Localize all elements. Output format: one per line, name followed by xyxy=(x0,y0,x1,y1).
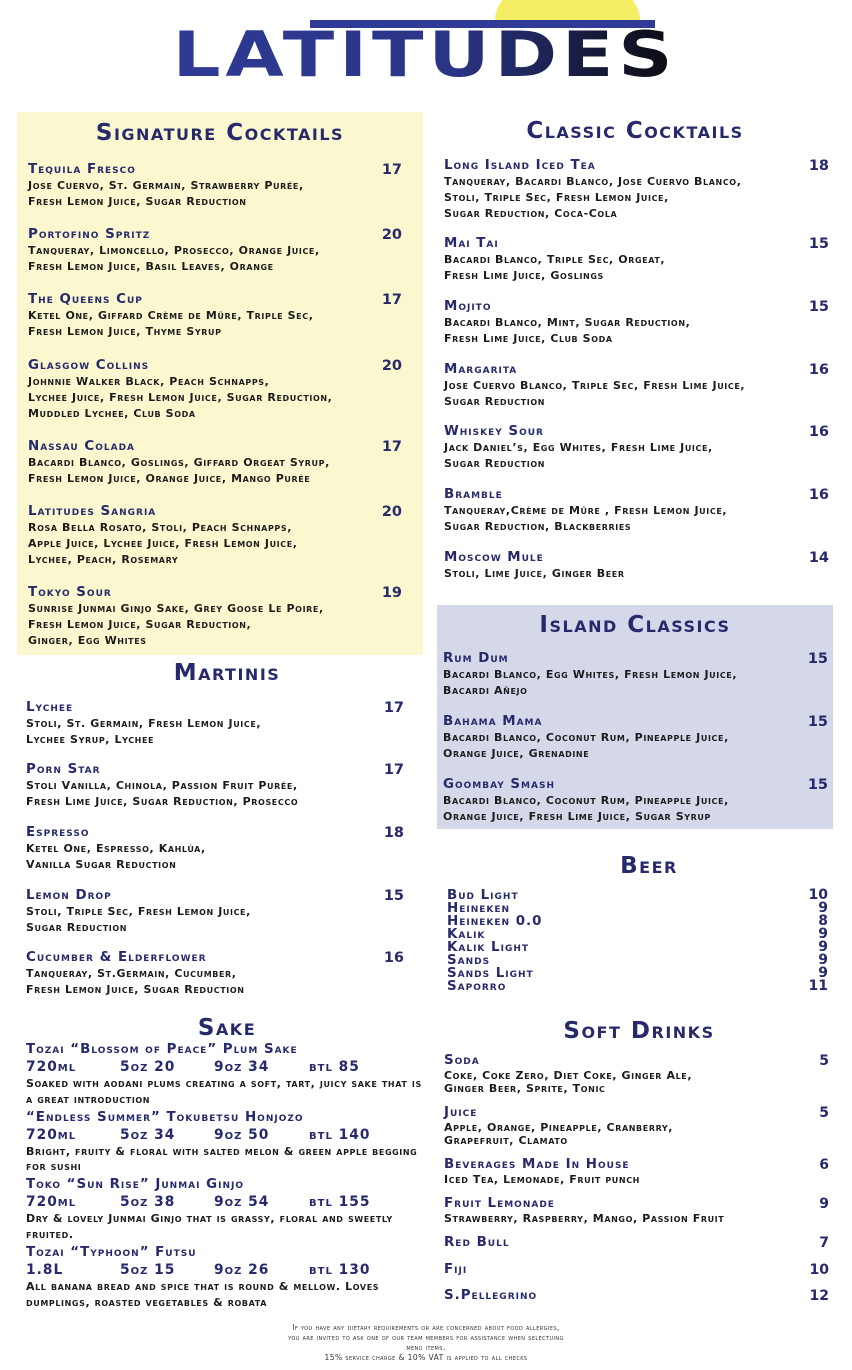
allergy-line-2: you are invited to ask one of our team members for assistance when selectuing xyxy=(288,1333,564,1342)
sake-9oz-price: 9oz 34 xyxy=(214,1059,270,1075)
item-name: Fiji xyxy=(444,1262,468,1277)
item-name: Rum Dum xyxy=(443,651,509,666)
item-name: Latitudes Sangria xyxy=(28,504,157,519)
menu-item xyxy=(444,158,829,221)
item-name: Lychee xyxy=(26,700,74,715)
item-price: 10 xyxy=(809,1262,829,1278)
classic-heading: Classic Cocktails xyxy=(526,118,744,144)
sake-5oz-price: 5oz 38 xyxy=(120,1194,176,1211)
sake-description: Soaked with aodani plums creating a soft, tart, juicy sake that is a great introduction xyxy=(26,1077,422,1106)
item-description: Tanqueray, Bacardi Blanco, Jose Cuervo Blanco, Stoli, Triple Sec, Fresh Lemon Juice, Sugar Reduction, Coca-Cola xyxy=(444,175,742,220)
item-description: Apple, Orange, Pineapple, Cranberry, Grapefruit, Clamato xyxy=(444,1121,674,1147)
sake-description: All banana bread and spice that is round & mellow. Loves dumplings, roasted vegetables & robata xyxy=(26,1279,380,1309)
beer-row xyxy=(447,980,828,993)
menu-item xyxy=(26,700,404,748)
menu-item xyxy=(444,1105,829,1147)
item-name: Glasgow Collins xyxy=(28,358,150,373)
item-price: 17 xyxy=(381,439,402,455)
item-description: Bacardi Blanco, Goslings, Giffard Orgeat Syrup, Fresh Lemon Juice, Orange Juice, Mango Purée xyxy=(28,456,330,485)
menu-item xyxy=(28,227,402,275)
item-description: Ketel One, Espresso, Kahlúa, Vanilla Sugar Reduction xyxy=(26,842,206,871)
sake-price-row xyxy=(26,1261,422,1279)
sake-size: 720ml xyxy=(26,1194,77,1211)
menu-item xyxy=(444,1262,829,1278)
item-name: S.Pellegrino xyxy=(444,1288,538,1303)
menu-item xyxy=(26,888,404,936)
item-name: Fruit Lemonade xyxy=(444,1196,555,1211)
sake-bottle-price: btl 140 xyxy=(309,1126,371,1143)
menu-item xyxy=(28,504,402,567)
item-price: 18 xyxy=(808,158,829,174)
item-price: 17 xyxy=(383,762,404,778)
menu-item xyxy=(444,1288,829,1304)
item-name: Lemon Drop xyxy=(26,888,112,903)
item-name: Long Island Iced Tea xyxy=(444,158,596,173)
item-name: Nassau Colada xyxy=(28,439,136,454)
sun-shape xyxy=(495,0,640,20)
beer-price: 9 xyxy=(818,965,828,981)
sake-description: Bright, fruity & floral with salted melon & green apple begging for sushi xyxy=(26,1144,418,1174)
item-price: 9 xyxy=(819,1196,829,1212)
item-description: Jose Cuervo, St. Germain, Strawberry Purée, Fresh Lemon Juice, Sugar Reduction xyxy=(28,179,304,208)
item-price: 19 xyxy=(381,585,402,601)
service-charge-note: 15% service charge & 10% VAT is applied to all checks xyxy=(324,1353,528,1362)
item-name: Juice xyxy=(444,1105,478,1120)
beer-row xyxy=(447,941,828,954)
beer-name: Sands Light xyxy=(447,966,534,981)
menu-item xyxy=(444,299,829,347)
sake-bottle-price: btl 85 xyxy=(309,1059,360,1075)
sake-name: Tozai “Typhoon” Futsu xyxy=(26,1244,197,1260)
beer-price: 9 xyxy=(818,900,828,916)
menu-item xyxy=(444,1196,829,1225)
sake-size: 1.8L xyxy=(26,1261,64,1278)
item-price: 17 xyxy=(383,700,404,716)
item-name: Mojito xyxy=(444,299,492,314)
menu-item xyxy=(444,1157,829,1186)
beer-name: Bud Light xyxy=(447,888,519,903)
item-name: Soda xyxy=(444,1053,480,1068)
item-name: Goombay Smash xyxy=(443,777,555,792)
sake-bottle-price: btl 130 xyxy=(309,1261,371,1278)
menu-item xyxy=(444,550,829,582)
sake-name: “Endless Summer” Tokubetsu Honjozo xyxy=(26,1109,304,1125)
beer-name: Kalik xyxy=(447,927,486,942)
item-name: Cucumber & Elderflower xyxy=(26,950,207,965)
island-heading: Island Classics xyxy=(539,612,731,638)
sake-price-row xyxy=(26,1193,422,1211)
sake-heading: Sake xyxy=(197,1015,257,1041)
item-price: 14 xyxy=(808,550,829,566)
signature-heading: Signature Cocktails xyxy=(95,120,345,146)
menu-item xyxy=(444,236,829,284)
sake-9oz-price: 9oz 26 xyxy=(214,1261,270,1278)
item-description: Johnnie Walker Black, Peach Schnapps, Lychee Juice, Fresh Lemon Juice, Sugar Reduction, Muddled Lychee, Club Soda xyxy=(28,375,333,420)
item-price: 16 xyxy=(383,950,404,966)
item-price: 15 xyxy=(808,299,829,315)
beer-row xyxy=(447,915,828,928)
item-description: Sunrise Junmai Ginjo Sake, Grey Goose Le Poire, Fresh Lemon Juice, Sugar Reduction, Ginger, Egg Whites xyxy=(28,602,324,647)
item-price: 16 xyxy=(808,362,829,378)
beer-list xyxy=(447,889,828,993)
sake-5oz-price: 5oz 20 xyxy=(120,1059,176,1075)
sake-size: 720ml xyxy=(26,1126,77,1143)
menu-item xyxy=(26,825,404,873)
menu-item xyxy=(28,162,402,210)
menu-item xyxy=(444,1053,829,1095)
item-price: 5 xyxy=(819,1105,829,1121)
item-name: The Queens Cup xyxy=(28,292,143,307)
item-name: Tokyo Sour xyxy=(28,585,112,600)
item-description: Stoli, St. Germain, Fresh Lemon Juice, Lychee Syrup, Lychee xyxy=(26,717,262,746)
beer-price: 11 xyxy=(808,978,828,994)
item-price: 7 xyxy=(819,1235,829,1251)
item-price: 15 xyxy=(807,651,828,667)
item-price: 20 xyxy=(381,504,402,520)
latitudes-logo xyxy=(170,0,680,86)
beer-name: Kalik Light xyxy=(447,940,530,955)
item-price: 15 xyxy=(383,888,404,904)
sake-bottle-price: btl 155 xyxy=(309,1194,371,1211)
item-price: 16 xyxy=(808,487,829,503)
item-description: Bacardi Blanco, Coconut Rum, Pineapple Juice, Orange Juice, Fresh Lime Juice, Sugar Syrup xyxy=(443,794,729,823)
item-name: Moscow Mule xyxy=(444,550,544,565)
martinis-heading: Martinis xyxy=(173,660,281,686)
menu-item xyxy=(443,777,828,825)
menu-item xyxy=(443,651,828,699)
item-description: Bacardi Blanco, Egg Whites, Fresh Lemon Juice, Bacardi Añejo xyxy=(443,668,738,697)
item-description: Bacardi Blanco, Coconut Rum, Pineapple Juice, Orange Juice, Grenadine xyxy=(443,731,729,760)
sake-price-row xyxy=(26,1058,422,1076)
item-description: Tanqueray,Crème de Mûre , Fresh Lemon Juice, Sugar Reduction, Blackberries xyxy=(444,504,728,533)
item-description: Rosa Bella Rosato, Stoli, Peach Schnapps, Apple Juice, Lychee Juice, Fresh Lemon Juice, Lychee, Peach, Rosemary xyxy=(28,521,298,566)
sake-list xyxy=(26,1041,422,1311)
sake-name: Toko “Sun Rise” Junmai Ginjo xyxy=(26,1177,244,1193)
item-price: 20 xyxy=(381,358,402,374)
item-description: Stoli Vanilla, Chinola, Passion Fruit Purée, Fresh Lime Juice, Sugar Reduction, Prosecco xyxy=(26,779,299,808)
item-description: Ketel One, Giffard Crème de Mûre, Triple Sec, Fresh Lemon Juice, Thyme Syrup xyxy=(28,309,314,338)
item-price: 20 xyxy=(381,227,402,243)
menu-item xyxy=(26,950,404,998)
sake-5oz-price: 5oz 34 xyxy=(120,1126,176,1143)
item-description: Jose Cuervo Blanco, Triple Sec, Fresh Lime Juice, Sugar Reduction xyxy=(444,379,746,408)
menu-item xyxy=(443,714,828,762)
item-price: 17 xyxy=(381,162,402,178)
beer-price: 8 xyxy=(818,913,828,929)
item-name: Beverages Made In House xyxy=(444,1157,630,1172)
beer-name: Sands xyxy=(447,953,491,968)
menu-item xyxy=(444,362,829,410)
beer-name: Saporro xyxy=(447,979,507,994)
soft-heading: Soft Drinks xyxy=(563,1018,715,1044)
item-description: Coke, Coke Zero, Diet Coke, Ginger Ale, Ginger Beer, Sprite, Tonic xyxy=(444,1069,693,1095)
sake-9oz-price: 9oz 54 xyxy=(214,1194,270,1211)
allergy-line-3: menu items. xyxy=(406,1343,446,1352)
item-description: Tanqueray, Limoncello, Prosecco, Orange Juice, Fresh Lemon Juice, Basil Leaves, Orange xyxy=(28,244,320,273)
sake-item xyxy=(26,1176,422,1243)
item-name: Porn Star xyxy=(26,762,101,777)
item-price: 6 xyxy=(819,1157,829,1173)
item-price: 17 xyxy=(381,292,402,308)
menu-item xyxy=(28,292,402,340)
menu-item xyxy=(444,424,829,472)
item-name: Portofino Spritz xyxy=(28,227,151,242)
allergy-note xyxy=(240,1323,612,1353)
item-price: 15 xyxy=(808,236,829,252)
item-name: Bahama Mama xyxy=(443,714,543,729)
svg-text:LATITUDES: LATITUDES xyxy=(172,18,678,86)
menu-item xyxy=(28,585,402,648)
menu-item xyxy=(28,358,402,421)
item-description: Iced Tea, Lemonade, Fruit punch xyxy=(444,1173,640,1186)
item-price: 12 xyxy=(809,1288,829,1304)
beer-price: 9 xyxy=(818,939,828,955)
beer-price: 9 xyxy=(818,952,828,968)
menu-item xyxy=(26,762,404,810)
item-description: Strawberry, Raspberry, Mango, Passion Fruit xyxy=(444,1212,725,1225)
beer-name: Heineken xyxy=(447,901,511,916)
item-name: Whiskey Sour xyxy=(444,424,544,439)
sake-size: 720ml xyxy=(26,1059,77,1075)
sake-description: Dry & lovely Junmai Ginjo that is grassy, floral and sweetly fruited. xyxy=(26,1212,393,1241)
menu-item xyxy=(444,487,829,535)
item-name: Tequila Fresco xyxy=(28,162,136,177)
sake-item xyxy=(26,1109,422,1176)
item-name: Red Bull xyxy=(444,1235,510,1250)
beer-heading: Beer xyxy=(620,853,678,879)
item-price: 15 xyxy=(807,714,828,730)
item-description: Jack Daniel’s, Egg Whites, Fresh Lime Juice, Sugar Reduction xyxy=(444,441,713,470)
beer-name: Heineken 0.0 xyxy=(447,914,543,929)
item-description: Tanqueray, St.Germain, Cucumber, Fresh Lemon Juice, Sugar Reduction xyxy=(26,967,245,996)
item-price: 18 xyxy=(383,825,404,841)
item-price: 16 xyxy=(808,424,829,440)
item-name: Bramble xyxy=(444,487,503,502)
item-description: Stoli, Triple Sec, Fresh Lemon Juice, Sugar Reduction xyxy=(26,905,251,934)
item-price: 5 xyxy=(819,1053,829,1069)
menu-item xyxy=(444,1235,829,1251)
beer-price: 10 xyxy=(808,887,828,903)
sake-item xyxy=(26,1041,422,1108)
item-description: Bacardi Blanco, Triple Sec, Orgeat, Fresh Lime Juice, Goslings xyxy=(444,253,666,282)
item-price: 15 xyxy=(807,777,828,793)
sake-item xyxy=(26,1244,422,1311)
beer-price: 9 xyxy=(818,926,828,942)
sake-name: Tozai “Blossom of Peace” Plum Sake xyxy=(26,1042,298,1057)
sake-9oz-price: 9oz 50 xyxy=(214,1126,270,1143)
sake-price-row xyxy=(26,1126,422,1144)
item-name: Margarita xyxy=(444,362,518,377)
item-name: Mai Tai xyxy=(444,236,499,251)
sake-5oz-price: 5oz 15 xyxy=(120,1261,176,1278)
allergy-line-1: If you have any dietary requirements or are concerned about food allergies, xyxy=(292,1323,560,1332)
item-description: Bacardi Blanco, Mint, Sugar Reduction, Fresh Lime Juice, Club Soda xyxy=(444,316,691,345)
menu-item xyxy=(28,439,402,487)
item-description: Stoli, Lime Juice, Ginger Beer xyxy=(444,567,625,580)
item-name: Espresso xyxy=(26,825,90,840)
